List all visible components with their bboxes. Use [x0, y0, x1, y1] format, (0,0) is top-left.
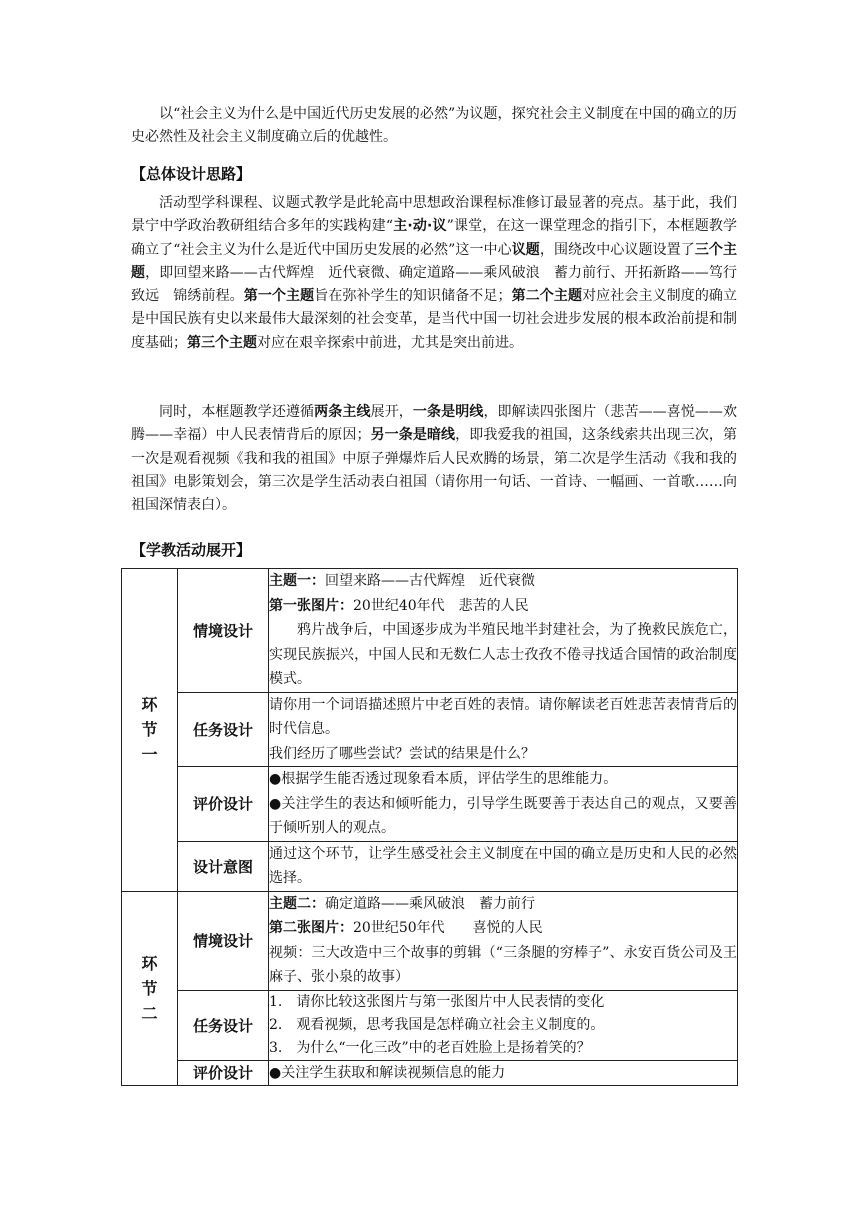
table-row	[122, 841, 738, 891]
picture-label: 第二张图片：	[269, 920, 353, 936]
table-row	[122, 767, 738, 842]
phase-2-char: 环	[141, 953, 158, 973]
text-run: 对应社会主义制度的确立是中国民族有史以来最伟大最深刻的社会变革，是当代中国一切社会进步发展的根本政治前提和制度基础；	[131, 288, 738, 351]
text-run: ，即解读四张图片（悲苦——喜悦——欢腾——幸福）中人民表情背后的原因；	[131, 404, 738, 444]
phase-1-char: 节	[141, 720, 158, 740]
bold-run: 三个主题	[131, 241, 738, 281]
phase-1-char: 环	[141, 695, 158, 715]
table-row	[122, 990, 738, 1060]
theme-text: 确定道路——乘风破浪 蓄力前行	[325, 895, 535, 912]
text-run: ，即回望来路——古代辉煌 近代衰微、确定道路——乘风破浪 蓄力前行、开拓新路——笃行致远 锦绣前程。	[131, 264, 738, 305]
eval-line: ●关注学生的表达和倾听能力，引导学生既要善于表达自己的观点，又要善于倾听别人的观点。	[269, 795, 737, 836]
theme-label: 主题一：	[269, 573, 325, 589]
overall-design-heading: 【总体设计思路】	[131, 165, 252, 183]
table-row	[122, 1060, 738, 1086]
theme-line	[269, 892, 737, 917]
picture-text: 20世纪40年代 悲苦的人民	[353, 597, 529, 614]
phase-1-task-label: 任务设计	[178, 692, 269, 767]
intro-paragraph: 以“社会主义为什么是中国近代历史发展的必然”为议题，探究社会主义制度在中国的确立的历史必然性及社会主义制度确立后的优越性。	[131, 106, 737, 146]
phase-2-eval-label: 评价设计	[178, 1060, 269, 1086]
text-run: ，围绕改中心议题设置了	[539, 241, 695, 258]
phase-1-cell	[122, 569, 178, 892]
picture-line	[269, 594, 737, 619]
picture-text: 20世纪50年代 喜悦的人民	[353, 920, 543, 936]
table-row	[122, 569, 738, 693]
theme-text: 回望来路——古代辉煌 近代衰微	[325, 573, 535, 589]
phase-2-task-label: 任务设计	[178, 990, 269, 1060]
eval-line: ●根据学生能否透过现象看本质，评估学生的思维能力。	[269, 771, 618, 787]
task-line: 1. 请你比较这张图片与第一张图片中人民表情的变化	[269, 993, 605, 1010]
phase-2-task-content	[269, 990, 738, 1060]
phase-2-eval-content	[269, 1060, 738, 1086]
bold-run: 另一条是暗线	[370, 427, 456, 444]
task-line: 我们经历了哪些尝试？尝试的结果是什么？	[269, 745, 535, 762]
phase-1-intent-content: 通过这个环节，让学生感受社会主义制度在中国的确立是历史和人民的必然选择。	[269, 841, 738, 891]
bold-run: 主·动·议	[393, 218, 447, 235]
phase-1-task-content	[269, 692, 738, 767]
task-line: 请你用一个词语描述照片中老百姓的表情。请你解读老百姓悲苦表情背后的时代信息。	[269, 696, 737, 737]
phase-1-situation-label: 情境设计	[178, 569, 269, 693]
phase-1-eval-label: 评价设计	[178, 767, 269, 842]
picture-label: 第一张图片：	[269, 597, 353, 614]
design-paragraph-2	[131, 401, 737, 517]
phase-1-eval-content	[269, 767, 738, 842]
text-run: 活动型学科课程、议题式教学是此轮高中思想政治课程标准修订最显著的亮点。基于此，我们景宁中学政治教研组结合多年的实践构建“	[131, 195, 737, 235]
text-run: ，即我爱我的祖国，这条线索共出现三次，第一次是观看视频《我和我的祖国》中原子弹爆炸后人民欢腾的场景，第二次是学生活动《我和我的祖国》电影策划会，第三次是学生活动表白祖国（请你用一句话、一首诗、一幅画、一首歌……向祖国深情表白）。	[131, 427, 738, 514]
phase-2-cell	[122, 891, 178, 1086]
bold-run: 第三个主题	[187, 334, 257, 351]
text-run: 旨在弥补学生的知识储备不足；	[314, 288, 512, 305]
situation-text: 鸦片战争后，中国逐步成为半殖民地半封建社会，为了挽救民族危亡，实现民族振兴，中国人民和无数仁人志士孜孜不倦寻找适合国情的政治制度模式。	[269, 622, 737, 687]
bold-run: 议题	[511, 241, 540, 258]
bold-run: 一条是明线	[412, 404, 484, 420]
design-paragraph-1	[131, 192, 737, 355]
activity-heading: 【学教活动展开】	[131, 541, 252, 559]
table-row	[122, 891, 738, 990]
phase-2-char: 二	[141, 1003, 158, 1023]
phase-2-situation-label: 情境设计	[178, 891, 269, 990]
phase-1-intent-label: 设计意图	[178, 841, 269, 891]
text-run: 对应在艰辛探索中前进，尤其是突出前进。	[257, 334, 523, 351]
task-line: 2. 观看视频，思考我国是怎样确立社会主义制度的。	[269, 1016, 605, 1033]
picture-line	[269, 916, 737, 941]
theme-label: 主题二：	[269, 895, 325, 912]
text-run: 展开，	[370, 404, 413, 420]
video-text: 视频：三大改造中三个故事的剪辑（“三条腿的穷棒子”、永安百货公司及王麻子、张小泉的故事）	[269, 944, 737, 985]
text-run: 同时，本框题教学还遵循	[159, 404, 315, 420]
lesson-plan-table	[121, 568, 738, 1086]
phase-2-char: 节	[141, 978, 158, 998]
eval-line: ●关注学生获取和解读视频信息的能力	[269, 1064, 506, 1081]
phase-2-situation-content	[269, 891, 738, 990]
phase-1-situation-content	[269, 569, 738, 693]
bold-run: 第一个主题	[243, 288, 315, 305]
table-row	[122, 692, 738, 767]
task-line: 3. 为什么“一化三改”中的老百姓脸上是扬着笑的？	[269, 1039, 591, 1056]
text-run: ”课堂，在这一课堂理念的指引下，本框题教学确立了“社会主义为什么是近代中国历史发展的必然”这一中心	[131, 218, 738, 258]
bold-run: 第二个主题	[511, 288, 583, 305]
theme-line	[269, 569, 737, 594]
phase-1-char: 一	[141, 745, 158, 765]
bold-run: 两条主线	[314, 404, 371, 420]
